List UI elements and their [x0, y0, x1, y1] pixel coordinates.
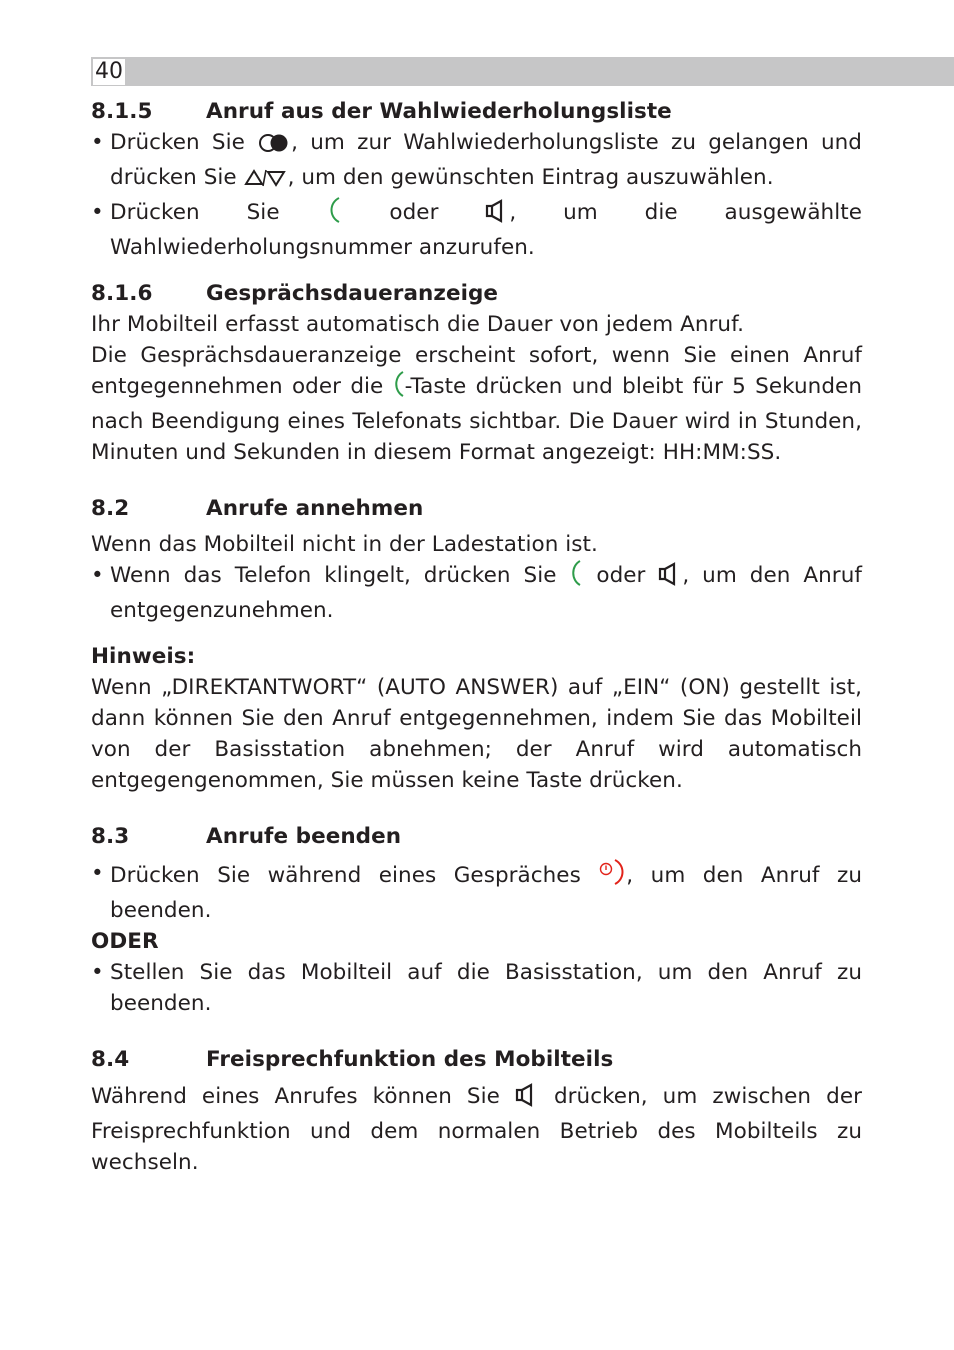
- paragraph-text: drücken, um zwischen der Freisprechfunktion und dem normalen Betrieb des Mobilteils zu wechseln.: [91, 1084, 862, 1175]
- page-content: [91, 96, 862, 1178]
- bullet-item: • Stellen Sie das Mobilteil auf die Basisstation, um den Anruf zu beenden.: [91, 957, 862, 1019]
- bullet-text: , um zur Wahlwiederholungsliste zu gelangen und drücken Sie: [110, 130, 863, 190]
- section-title: Freisprechfunktion des Mobilteils: [206, 1047, 614, 1072]
- note-label: Hinweis:: [91, 644, 196, 669]
- bullet-text: Drücken Sie: [110, 130, 258, 155]
- bullet-item: [91, 858, 862, 926]
- section-8-3-heading: [91, 821, 862, 852]
- section-8-2-heading: [91, 493, 862, 524]
- bullet-text: oder: [583, 563, 659, 588]
- bullet-text: Drücken Sie: [110, 200, 280, 225]
- speaker-icon: [658, 562, 682, 595]
- section-title: Anrufe beenden: [206, 824, 402, 849]
- bullet-text: , um den Anruf entgegenzunehmen.: [110, 563, 862, 623]
- section-title: Anrufe annehmen: [206, 496, 424, 521]
- speaker-icon: [485, 199, 509, 232]
- call-icon: [569, 560, 583, 595]
- paragraph: [91, 1081, 862, 1178]
- redial-icon: [257, 131, 291, 162]
- bullet-text: Wenn das Telefon klingelt, drücken Sie: [110, 563, 570, 588]
- page-header-bar: [91, 57, 954, 86]
- paragraph-text: Die Gesprächsdaueranzeige erscheint sofort, wenn Sie einen Anruf entgegennehmen oder die: [91, 343, 862, 399]
- bullet-text: Drücken Sie während eines Gespräches: [110, 863, 599, 888]
- section-number: 8.3: [91, 824, 130, 849]
- call-icon: [327, 197, 343, 232]
- bullet-text: , um den gewünschten Eintrag auszuwählen.: [287, 165, 774, 190]
- section-number: 8.2: [91, 496, 130, 521]
- section-8-1-6-heading: [91, 278, 862, 309]
- section-8-1-5-heading: [91, 96, 862, 127]
- paragraph: Ihr Mobilteil erfasst automatisch die Dauer von jedem Anruf.: [91, 312, 745, 337]
- paragraph-text: -Taste drücken und bleibt für 5 Sekunden nach Beendigung eines Telefonats sichtbar. Die Dauer wird in Stunden, Minuten und Sekunden in diesem Format angezeigt: HH:MM:SS.: [91, 374, 862, 465]
- section-title: Gesprächsdaueranzeige: [206, 281, 499, 306]
- section-title: Anruf aus der Wahlwiederholungsliste: [206, 99, 672, 124]
- bullet-item: [91, 127, 862, 197]
- oder-label: ODER: [91, 929, 159, 954]
- speaker-icon: [515, 1083, 539, 1116]
- bullet-item: • Drücken Sie oder , um die ausgewählte Wahlwiederholungsnummer anzurufen.: [91, 197, 862, 263]
- bullet-item: [91, 560, 862, 626]
- paragraph-text: Während eines Anrufes können Sie: [91, 1084, 515, 1109]
- section-number: 8.4: [91, 1047, 130, 1072]
- section-number: 8.1.6: [91, 281, 153, 306]
- end-call-icon: [598, 858, 626, 895]
- bullet-text: , um den Anruf zu beenden.: [110, 863, 862, 923]
- section-number: 8.1.5: [91, 99, 153, 124]
- call-icon: [393, 371, 405, 406]
- note-text: Wenn „DIREKTANTWORT“ (AUTO ANSWER) auf „EIN“ (ON) gestellt ist, dann können Sie den Anruf entgegennehmen, indem Sie das Mobilteil von der Basisstation abnehmen; der Anruf wird automatisch entgegengenommen, Sie müssen keine Taste drücken.: [91, 675, 862, 793]
- section-8-4-heading: [91, 1044, 862, 1075]
- page-number: 40: [95, 59, 123, 84]
- up-down-arrows-icon: [244, 166, 288, 197]
- paragraph: [91, 340, 862, 468]
- paragraph: Wenn das Mobilteil nicht in der Ladestation ist.: [91, 532, 598, 557]
- bullet-text: oder: [389, 200, 439, 225]
